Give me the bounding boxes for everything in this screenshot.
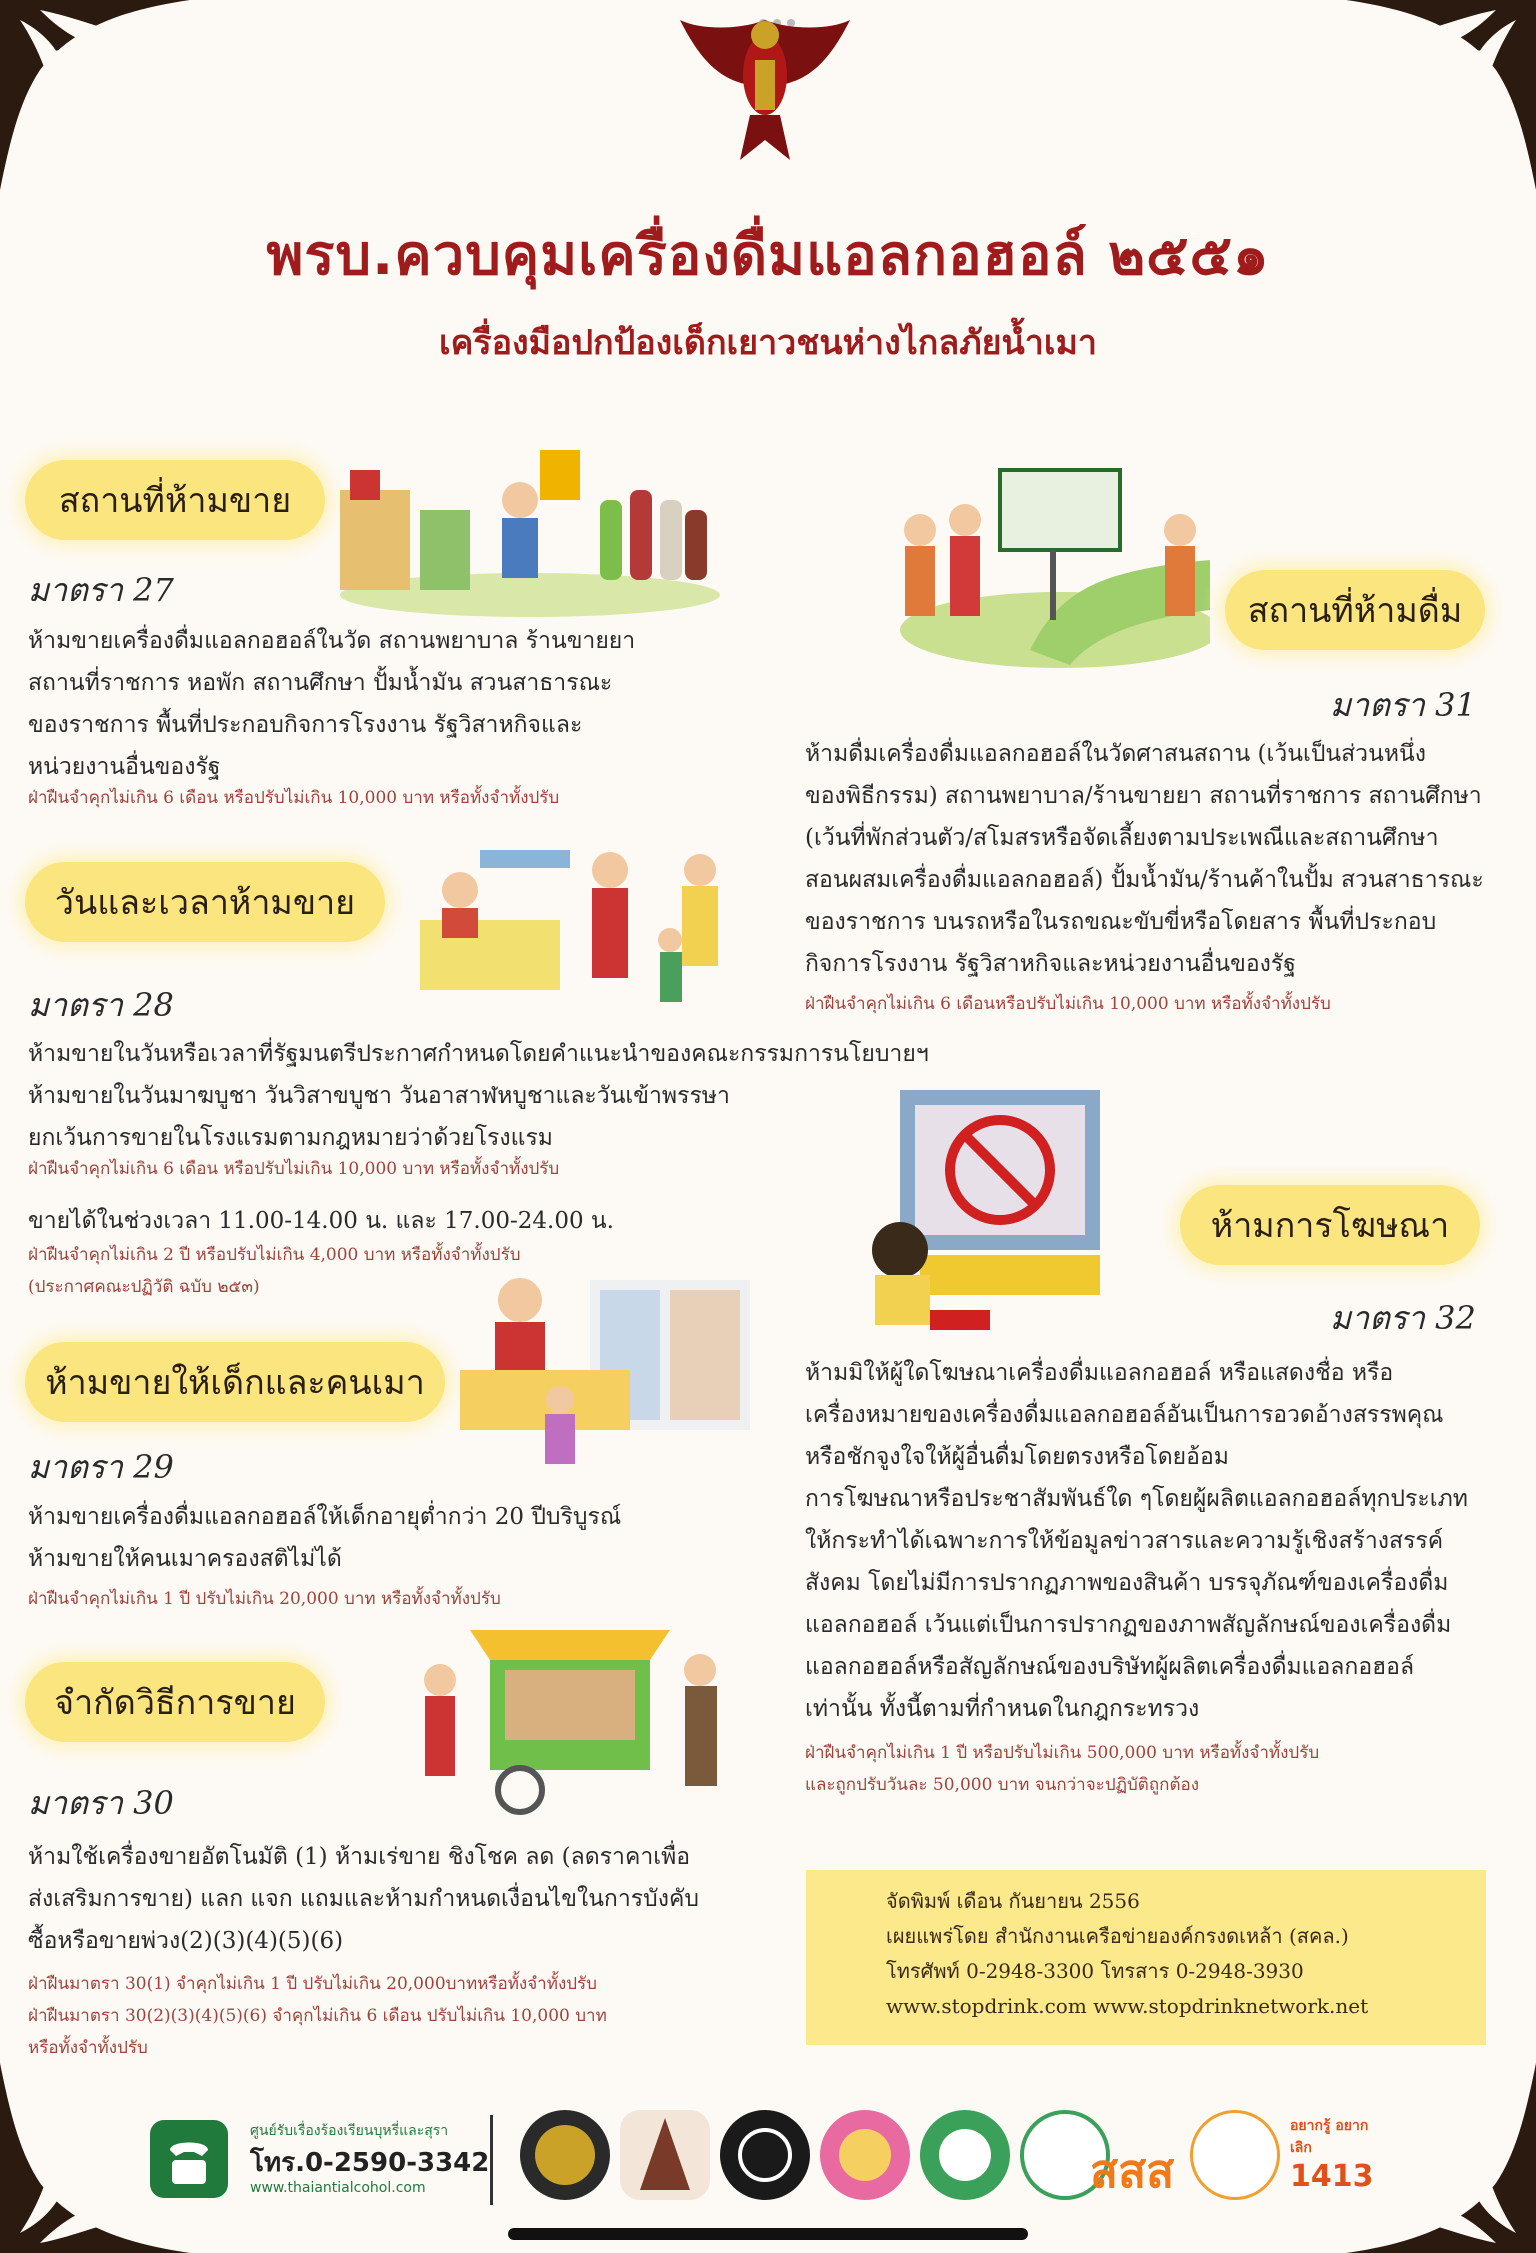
- penalty-text: ฝ่าฝืนจำคุกไม่เกิน 6 เดือน หรือปรับไม่เกิน 10,000 บาท หรือทั้งจำทั้งปรับ: [28, 1159, 560, 1179]
- section-label: มาตรา 27: [28, 571, 174, 609]
- penalty-text: ฝ่าฝืนจำคุกไม่เกิน 1 ปี ปรับไม่เกิน 20,000 บาท หรือทั้งจำทั้งปรับ: [28, 1589, 501, 1609]
- hotline-phone: โทร.0-2590-3342: [250, 2148, 490, 2178]
- section-label: มาตรา 29: [28, 1448, 174, 1486]
- section-text: ห้ามขายเครื่องดื่มแอลกอฮอล์ให้เด็กอายุต่ำกว่า 20 ปีบริบูรณ์ ห้ามขายให้คนเมาครองสติไม่ได้: [28, 1504, 622, 1572]
- section-label: มาตรา 31: [1330, 686, 1476, 724]
- section-text: ขายได้ในช่วงเวลา 11.00-14.00 น. และ 17.00-24.00 น.: [28, 1208, 614, 1234]
- pink-seal-icon: [820, 2110, 910, 2200]
- heading-sale-methods: จำกัดวิธีการขาย: [25, 1662, 325, 1742]
- corner-ornament-icon: [0, 0, 190, 190]
- footer-logos: [150, 2105, 1390, 2215]
- corner-ornament-icon: [1346, 0, 1536, 190]
- penalty-text: ฝ่าฝืนจำคุกไม่เกิน 2 ปี หรือปรับไม่เกิน 4,000 บาท หรือทั้งจำทั้งปรับ (ประกาศคณะปฏิวัติ ฉบับ ๒๕๓): [28, 1245, 521, 1297]
- thai-health-logo: สสส: [1090, 2144, 1175, 2198]
- page-title: พรบ.ควบคุมเครื่องดื่มแอลกอฮอล์ ๒๕๕๑: [266, 223, 1270, 288]
- phone-icon: [150, 2120, 228, 2198]
- street-cart-illustration: [410, 1610, 740, 1820]
- garuda-emblem-icon: [680, 0, 850, 170]
- phone-line: โทรศัพท์ 0-2948-3300 โทรสาร 0-2948-3930: [886, 1959, 1304, 1983]
- shop-kid-illustration: [450, 1260, 760, 1480]
- home-indicator[interactable]: [508, 2228, 1028, 2240]
- heading-no-sale-minors: ห้ามขายให้เด็กและคนเมา: [25, 1342, 445, 1422]
- tv-no-ad-illustration: [860, 1080, 1110, 1340]
- quit-line-badge: อยากรู้ อยากเลิก 1413: [1290, 2118, 1374, 2194]
- park-sign-illustration: [880, 450, 1210, 670]
- section-text: ห้ามมิให้ผู้ใดโฆษณาเครื่องดื่มแอลกอฮอล์ หรือแสดงชื่อ หรือ เครื่องหมายของเครื่องดื่มแอลกอฮอล์อันเป็นการอวดอ้างสรรพคุณ หรือชักจูงใจให้ผู้อื่นดื่มโดยตรงหรือโดยอ้อม การโฆษณาหรือประชาสัมพันธ์ใด ๆโดยผู้ผลิตแอลกอฮอล์ทุกประเภท ให้กระทำได้เฉพาะการให้ข้อมูลข่าวสารและความรู้เชิงสร้างสรรค์ สังคม โดยไม่มีการปรากฏภาพของสินค้า บรรจุภัณฑ์ของเครื่องดื่ม แอลกอฮอล์ เว้นแต่เป็นการปรากฏของภาพสัญลักษณ์ของเครื่องดื่ม แอลกอฮอล์หรือสัญลักษณ์ของบริษัทผู้ผลิตเครื่องดื่มแอลกอฮอล์ เท่านั้น ทั้งนี้ตามที่กำหนดในกฎกระทรวง: [805, 1360, 1468, 1722]
- penalty-text: ฝ่าฝืนจำคุกไม่เกิน 1 ปี หรือปรับไม่เกิน 500,000 บาท หรือทั้งจำทั้งปรับ และถูกปรับวันละ 50,000 บาท จนกว่าจะปฏิบัติถูกต้อง: [805, 1743, 1320, 1795]
- heading-no-sale-times: วันและเวลาห้ามขาย: [25, 862, 385, 942]
- hotline-title: ศูนย์รับเรื่องร้องเรียนบุหรี่และสุรา: [250, 2123, 449, 2139]
- print-date: จัดพิมพ์ เดือน กันยายน 2556: [886, 1889, 1140, 1913]
- penalty-text: ฝ่าฝืนจำคุกไม่เกิน 6 เดือนหรือปรับไม่เกิน 10,000 บาท หรือทั้งจำทั้งปรับ: [805, 994, 1331, 1014]
- heading-no-sale-places: สถานที่ห้ามขาย: [25, 460, 325, 540]
- penalty-text: ฝ่าฝืนมาตรา 30(1) จำคุกไม่เกิน 1 ปี ปรับไม่เกิน 20,000บาทหรือทั้งจำทั้งปรับ ฝ่าฝืนมาตรา 30(2)(3)(4)(5)(6) จำคุกไม่เกิน 6 เดือน ปรับไม่เกิน 10,000 บาท หรือทั้งจำทั้งปรับ: [28, 1974, 607, 2058]
- heading-no-drinking-places: สถานที่ห้ามดื่ม: [1225, 570, 1485, 650]
- green-seal-icon: [920, 2110, 1010, 2200]
- section-label: มาตรา 28: [28, 986, 174, 1024]
- section-text: ห้ามขายเครื่องดื่มแอลกอฮอล์ในวัด สถานพยาบาล ร้านขายยา สถานที่ราชการ หอพัก สถานศึกษา ปั้มน้ำมัน สวนสาธารณะ ของราชการ พื้นที่ประกอบกิจการโรงงาน รัฐวิสาหกิจและ หน่วยงานอื่นของรัฐ: [28, 628, 636, 780]
- section-label: มาตรา 30: [28, 1784, 174, 1822]
- temple-seal-icon: [620, 2110, 710, 2200]
- ministry-seal-icon: [520, 2110, 610, 2200]
- hotline-logo: [150, 2120, 490, 2200]
- section-text: ห้ามดื่มเครื่องดื่มแอลกอฮอล์ในวัดศาสนสถาน (เว้นเป็นส่วนหนึ่ง ของพิธีกรรม) สถานพยาบาล/ร้านขายยา สถานที่ราชการ สถานศึกษา (เว้นที่พักส่วนตัว/สโมสรหรือจัดเลี้ยงตามประเพณีและสถานศึกษา สอนผสมเครื่องดื่มแอลกอฮอล์) ปั้มน้ำมัน/ร้านค้าในปั้ม สวนสาธารณะ ของราชการ บนรถหรือในรถขณะขับขี่หรือโดยสาร พื้นที่ประกอบ กิจการโรงงาน รัฐวิสาหกิจและหน่วยงานอื่นของรัฐ: [805, 741, 1484, 977]
- divider: [490, 2115, 493, 2205]
- penalty-text: ฝ่าฝืนจำคุกไม่เกิน 6 เดือน หรือปรับไม่เกิน 10,000 บาท หรือทั้งจำทั้งปรับ: [28, 788, 560, 808]
- publisher-info-box: [806, 1870, 1486, 2045]
- store-counter-illustration: [410, 830, 750, 1030]
- section-text: ห้ามขายในวันหรือเวลาที่รัฐมนตรีประกาศกำหนดโดยคำแนะนำของคณะกรรมการนโยบายฯ ห้ามขายในวันมาฆบูชา วันวิสาขบูชา วันอาสาฬหบูชาและวันเข้าพรรษา ยกเว้นการขายในโรงแรมตามกฎหมายว่าด้วยโรงแรม: [28, 1041, 929, 1151]
- shop-street-illustration: [330, 430, 730, 620]
- publisher-line: เผยแพร่โดย สำนักงานเครือข่ายองค์กรงดเหล้า (สคล.): [886, 1924, 1349, 1948]
- heading-no-advertising: ห้ามการโฆษณา: [1180, 1185, 1480, 1265]
- monk-logo-icon: [1190, 2110, 1280, 2200]
- section-text: ห้ามใช้เครื่องขายอัตโนมัติ (1) ห้ามเร่ขาย ชิงโชค ลด (ลดราคาเพื่อ ส่งเสริมการขาย) แลก แจก แถมและห้ามกำหนดเงื่อนไขในการบังคับ ซื้อหรือขายพ่วง(2)(3)(4)(5)(6): [28, 1844, 699, 1954]
- hotline-web: www.thaiantialcohol.com: [250, 2180, 426, 2196]
- section-label: มาตรา 32: [1330, 1299, 1476, 1337]
- dark-seal-icon: [720, 2110, 810, 2200]
- page-subtitle: เครื่องมือปกป้องเด็กเยาวชนห่างไกลภัยน้ำเมา: [438, 323, 1097, 363]
- website-line[interactable]: www.stopdrink.com www.stopdrinknetwork.net: [886, 1994, 1369, 2018]
